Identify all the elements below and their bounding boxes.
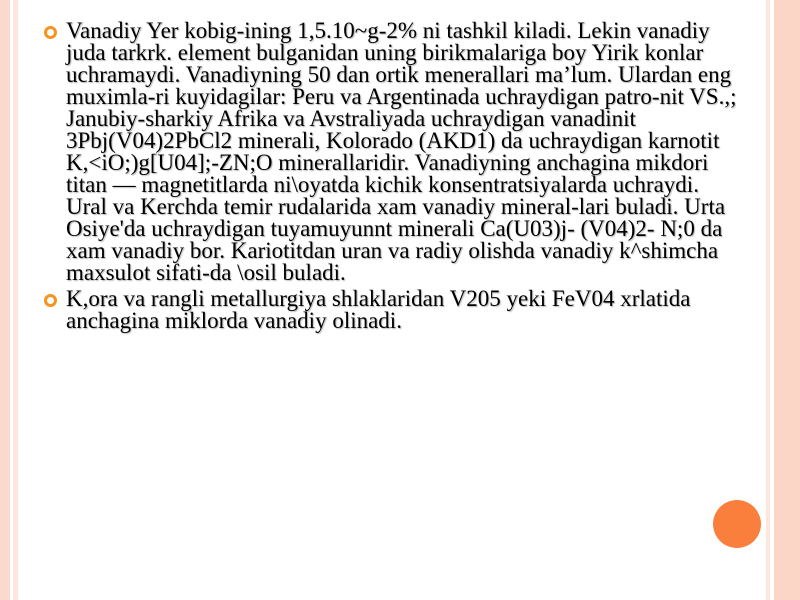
slide-content xyxy=(44,20,744,336)
bullet-text: K,ora va rangli metallurgiya shlaklaridan V205 yeki FeV04 xrlatida anchagina miklorda vanadiy olinadi. xyxy=(66,286,691,333)
bullet-list xyxy=(44,20,744,332)
ring-bullet-icon xyxy=(44,26,57,39)
bullet-text: Vanadiy Yer kobig-ining 1,5.10~g-2% ni tashkil kiladi. Lekin vanadiy juda tarkrk. element bulganidan uning birikmalariga boy Yirik konlar uchramaydi. Vanadiyning 50 dan ortik menerallari ma’lum. Ulardan eng muximla-ri kuyidagilar: Peru va Argentinada uchraydigan patro-nit VS.,; Janubiy-sharkiy Afrika va Avstraliyada uchraydigan vanadinit 3Pbj(V04)2PbCl2 minerali, Kolorado (AKD1) da uchraydigan karnotit K,<iO;)g[U04];-ZN;O minerallaridir. Vanadiyning anchagina mikdori titan — magnetitlarda ni\oyatda kichik konsentratsiyalarda uchraydi. Ural va Kerchda temir rudalarida xam vanadiy mineral-lari buladi. Urta Osiye'da uchraydigan tuyamuyunnt minerali Ca(U03)j- (V04)2- N;0 da xam vanadiy bor. Kariotitdan uran va radiy olishda vanadiy k^shimcha maxsulot sifati-da \osil buladi. xyxy=(66,18,737,285)
right-border-stripe xyxy=(774,0,800,600)
ring-bullet-icon xyxy=(44,294,57,307)
bullet-item-metallurgy-slags xyxy=(44,288,744,332)
right-inner-stripe xyxy=(766,0,770,600)
bullet-item-vanadium-minerals xyxy=(44,20,744,284)
left-inner-stripe xyxy=(13,0,18,600)
left-border-stripe xyxy=(0,0,10,600)
decorative-circle xyxy=(713,500,761,548)
